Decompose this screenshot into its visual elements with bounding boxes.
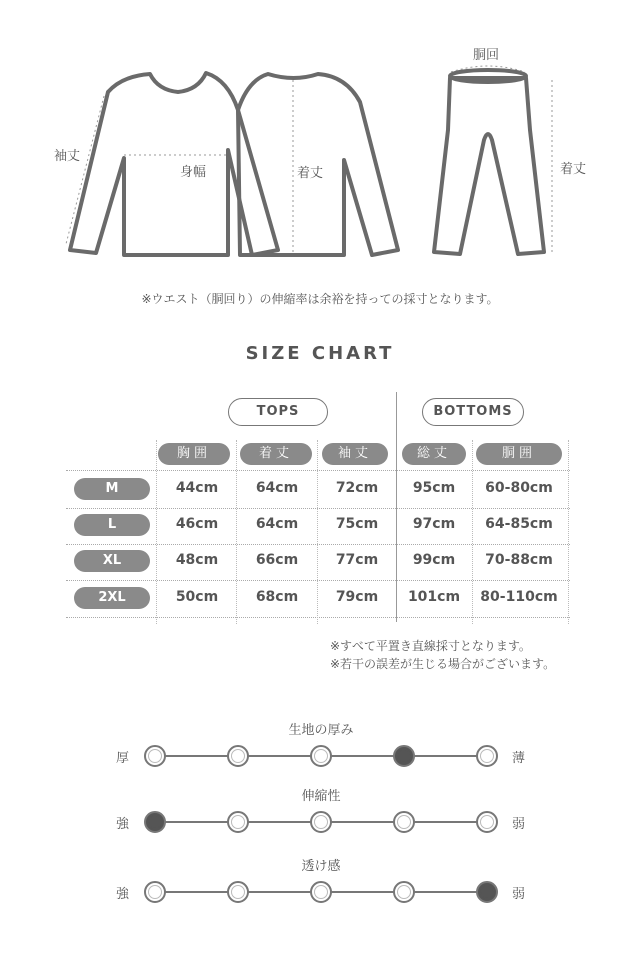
scale-point-selected <box>393 745 415 767</box>
row-divider <box>66 508 570 509</box>
table-cell: 70-88cm <box>485 552 553 568</box>
table-cell: 99cm <box>412 552 456 568</box>
chart-note-error: ※若干の誤差が生じる場合がございます。 <box>330 657 556 671</box>
row-divider <box>66 470 570 471</box>
waist-label: 胴回 <box>473 48 500 63</box>
table-cell: 44cm <box>175 480 219 496</box>
tops-group-label: TOPS <box>228 398 328 426</box>
front-top-drawing <box>70 73 278 255</box>
row-divider <box>66 544 570 545</box>
scale-point <box>393 811 415 833</box>
table-cell: 64cm <box>255 480 299 496</box>
header-sleeve: 袖丈 <box>322 443 388 465</box>
scale-point <box>144 881 166 903</box>
row-divider <box>66 580 570 581</box>
table-cell: 64-85cm <box>485 516 553 532</box>
table-cell: 60-80cm <box>485 480 553 496</box>
header-waist: 胴囲 <box>476 443 562 465</box>
table-cell: 68cm <box>255 589 299 605</box>
header-total-length: 総丈 <box>402 443 466 465</box>
scale-point <box>310 811 332 833</box>
scale-point <box>476 811 498 833</box>
pants-drawing <box>434 78 544 254</box>
size-chart-title: SIZE CHART <box>245 343 395 364</box>
table-cell: 97cm <box>412 516 456 532</box>
size-label: L <box>74 514 150 536</box>
scale-right-label: 弱 <box>512 817 526 832</box>
scale-point <box>144 745 166 767</box>
garment-illustration <box>0 0 640 290</box>
table-cell: 80-110cm <box>480 589 558 605</box>
scale-point <box>227 745 249 767</box>
table-cell: 50cm <box>175 589 219 605</box>
col-divider <box>568 440 569 624</box>
scale-point <box>310 881 332 903</box>
table-cell: 75cm <box>335 516 379 532</box>
scale-title: 生地の厚み <box>288 723 354 738</box>
scale-point <box>310 745 332 767</box>
table-cell: 64cm <box>255 516 299 532</box>
scale-point <box>393 881 415 903</box>
scale-point <box>227 881 249 903</box>
chart-note-flat: ※すべて平置き直線採寸となります。 <box>330 639 531 653</box>
scale-left-label: 厚 <box>116 751 130 766</box>
table-cell: 101cm <box>407 589 461 605</box>
size-label: XL <box>74 550 150 572</box>
scale-title: 伸縮性 <box>301 789 341 804</box>
row-divider <box>66 617 570 618</box>
top-length-label: 着丈 <box>297 166 324 181</box>
scale-title: 透け感 <box>301 859 341 874</box>
bottom-length-label: 着丈 <box>560 162 587 177</box>
size-label: M <box>74 478 150 500</box>
table-cell: 46cm <box>175 516 219 532</box>
table-cell: 72cm <box>335 480 379 496</box>
header-top-length: 着丈 <box>240 443 312 465</box>
scale-left-label: 強 <box>116 817 130 832</box>
header-chest: 胸囲 <box>158 443 230 465</box>
scale-left-label: 強 <box>116 887 130 902</box>
sleeve-length-label: 袖丈 <box>54 149 81 164</box>
bottoms-group-label: BOTTOMS <box>422 398 524 426</box>
group-divider <box>396 392 397 622</box>
scale-point-selected <box>144 811 166 833</box>
table-cell: 79cm <box>335 589 379 605</box>
scale-right-label: 薄 <box>512 751 526 766</box>
table-cell: 95cm <box>412 480 456 496</box>
scale-point <box>227 811 249 833</box>
body-width-label: 身幅 <box>180 165 207 180</box>
size-label: 2XL <box>74 587 150 609</box>
table-cell: 66cm <box>255 552 299 568</box>
scale-point <box>476 745 498 767</box>
table-cell: 48cm <box>175 552 219 568</box>
waist-note: ※ウエスト（胴回り）の伸縮率は余裕を持っての採寸となります。 <box>141 292 499 306</box>
scale-right-label: 弱 <box>512 887 526 902</box>
scale-point-selected <box>476 881 498 903</box>
table-cell: 77cm <box>335 552 379 568</box>
